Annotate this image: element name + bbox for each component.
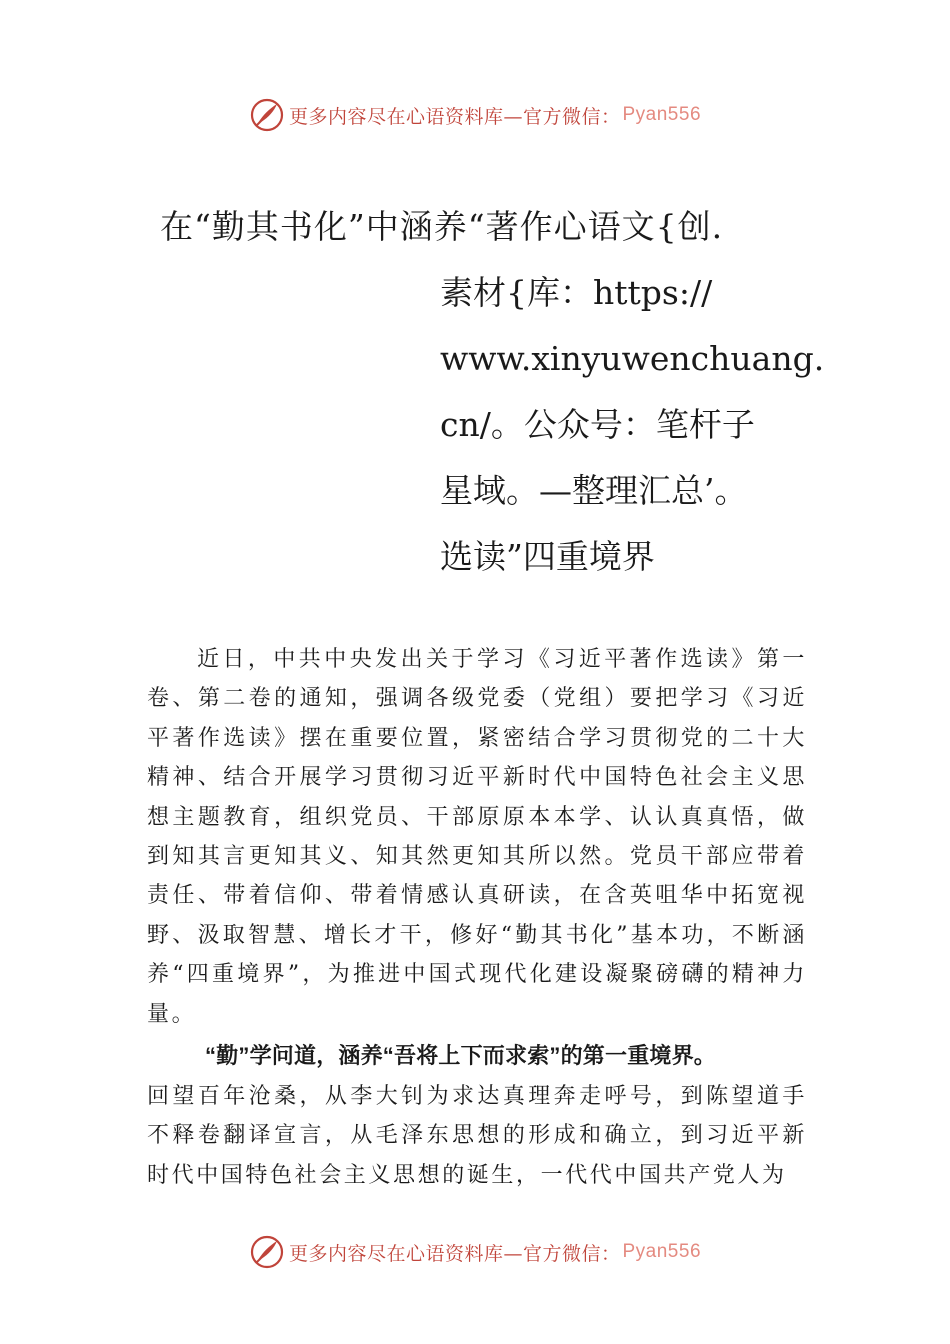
section-heading: “勤”学问道，涵养“吾将上下而求索”的第一重境界。 xyxy=(205,1043,717,1068)
feather-pen-logo-icon xyxy=(249,97,285,133)
title-line: 素材{库：https:// xyxy=(440,273,713,312)
title-line: www.xinyuwenchuang. xyxy=(440,339,825,378)
wechat-id: Pyan556 xyxy=(622,1241,702,1262)
title-line: 选读”四重境界 xyxy=(440,537,655,576)
feather-pen-logo-icon xyxy=(249,1234,285,1270)
watermark-text: 更多内容尽在心语资料库—官方微信： xyxy=(288,1242,621,1265)
title-line: 星域。—整理汇总’。 xyxy=(440,471,748,510)
document-title-continuation xyxy=(440,260,825,590)
watermark-text: 更多内容尽在心语资料库—官方微信： xyxy=(288,105,621,128)
title-line: cn/。公众号：笔杆子 xyxy=(440,405,755,444)
document-title-line1: 在“勤其书化”中涵养“著作心语文{创. xyxy=(160,207,724,246)
watermark-header xyxy=(0,95,950,135)
wechat-id: Pyan556 xyxy=(622,104,702,125)
intro-paragraph: 近日，中共中央发出关于学习《习近平著作选读》第一卷、第二卷的通知，强调各级党委（党组）要把学习《习近平著作选读》摆在重要位置，紧密结合学习贯彻党的二十大精神、结合开展学习贯彻习近平新时代中国特色社会主义思想主题教育，组织党员、干部原原本本学、认认真真悟，做到知其言更知其义、知其然更知其所以然。党员干部应带着责任、带着信仰、带着情感认真研读，在含英咀华中拓宽视野、汲取智慧、增长才干，修好“勤其书化”基本功，不断涵养“四重境界”，为推进中国式现代化建设凝聚磅礴的精神力量。 xyxy=(147,647,807,1027)
body-paragraph: 回望百年沧桑，从李大钊为求达真理奔走呼号，到陈望道手不释卷翻译宣言，从毛泽东思想的形成和确立，到习近平新时代中国特色社会主义思想的诞生，一代代中国共产党人为 xyxy=(147,1084,807,1188)
watermark-footer xyxy=(0,1232,950,1272)
